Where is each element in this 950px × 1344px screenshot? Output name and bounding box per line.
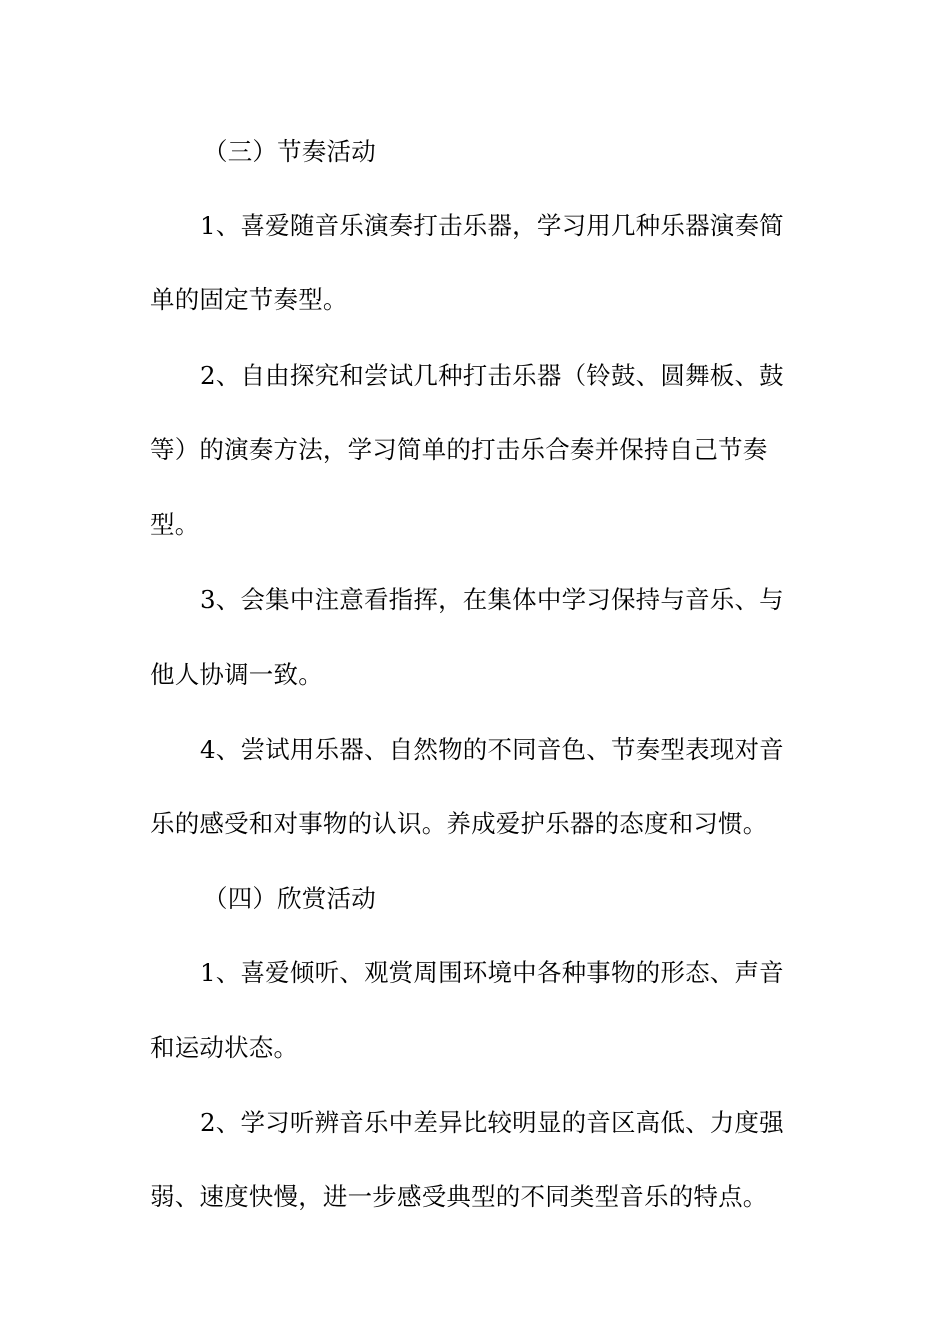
paragraph-line: 2、学习听辨音乐中差异比较明显的音区高低、力度强: [200, 1108, 784, 1137]
paragraph-line: 4、尝试用乐器、自然物的不同音色、节奏型表现对音: [200, 735, 784, 764]
paragraph-line: 乐的感受和对事物的认识。养成爱护乐器的态度和习惯。: [150, 809, 768, 838]
paragraph-line: 他人协调一致。: [150, 660, 323, 689]
section-heading-rhythm: （三）节奏活动: [203, 137, 376, 166]
paragraph-line: 型。: [150, 510, 200, 539]
section-heading-appreciation: （四）欣赏活动: [203, 884, 376, 913]
paragraph-line: 3、会集中注意看指挥，在集体中学习保持与音乐、与: [200, 585, 784, 614]
paragraph-line: 等）的演奏方法，学习简单的打击乐合奏并保持自己节奏: [150, 435, 768, 464]
paragraph-line: 和运动状态。: [150, 1033, 299, 1062]
paragraph-line: 单的固定节奏型。: [150, 285, 348, 314]
paragraph-line: 弱、速度快慢，进一步感受典型的不同类型音乐的特点。: [150, 1182, 768, 1211]
paragraph-line: 2、自由探究和尝试几种打击乐器（铃鼓、圆舞板、鼓: [200, 361, 784, 390]
paragraph-line: 1、喜爱倾听、观赏周围环境中各种事物的形态、声音: [200, 958, 784, 987]
paragraph-line: 1、喜爱随音乐演奏打击乐器，学习用几种乐器演奏简: [200, 211, 784, 240]
